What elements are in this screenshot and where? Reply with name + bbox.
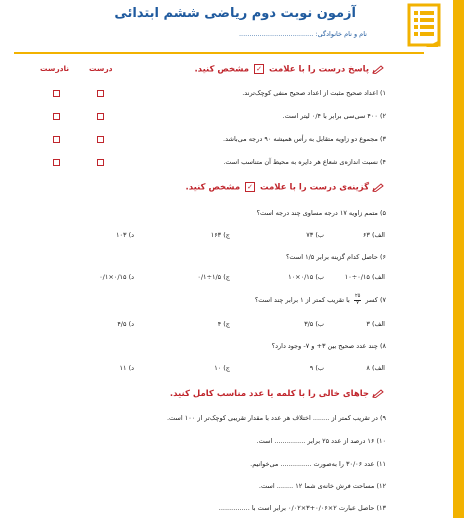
answer-box-incorrect-2[interactable] (53, 113, 60, 120)
column-incorrect: نادرست (40, 64, 70, 73)
checkbox-check-icon: ✓ (245, 182, 255, 192)
mc-5-option-b[interactable]: ب) ۷۳ (306, 231, 324, 239)
mc-question-6: ۶) حاصل کدام گزینه برابر ۱/۵ است؟ (285, 253, 386, 261)
fill-question-13: ۱۳) حاصل عبارت ۲×۰/۰۶+۳×۰/۰۲ برابر است با ............... (218, 504, 386, 512)
mc-6-option-a[interactable]: الف) ۰/۱۵÷۱۰ (344, 273, 385, 281)
side-stripe (453, 0, 464, 518)
section-true-false-title (194, 64, 384, 75)
document-logo-icon (404, 3, 444, 49)
mc-question-7 (255, 294, 386, 306)
name-label: نام و نام خانوادگی: (315, 30, 367, 38)
fraction (354, 294, 361, 306)
checkbox-check-icon: ✓ (254, 64, 264, 74)
mc-8-option-b[interactable]: ب) ۹ (309, 364, 324, 372)
mc-5-option-c[interactable]: ج) ۱۶۳ (210, 231, 230, 239)
pen-icon (372, 389, 384, 398)
mc-5-option-a[interactable]: الف) ۶۳ (362, 231, 385, 239)
mc-7-text-end: با تقریب کمتر از ۱ برابر چند است؟ (254, 296, 350, 304)
mc-6-option-d[interactable]: د) ۰/۱۵×۰/۱ (99, 273, 134, 281)
tf-question-2: ۲) ۴۰۰ سی‌سی برابر با ۰/۴ لیتر است. (282, 112, 386, 120)
mc-7-option-d[interactable]: د) ۴/۵ (117, 320, 134, 328)
section-1-label: پاسخ درست را با علامت (269, 64, 370, 75)
mc-7-text-start: ۷) کسر (365, 296, 386, 304)
section-2-suffix: مشخص کنید. (185, 182, 241, 193)
header-divider (14, 52, 424, 54)
answer-box-incorrect-1[interactable] (53, 90, 60, 97)
mc-question-8: ۸) چند عدد صحیح بین ۳+ و ۷- وجود دارد؟ (271, 342, 386, 350)
section-fill-blanks-title (170, 389, 384, 399)
answer-box-correct-3[interactable] (97, 136, 104, 143)
tf-question-3: ۳) مجموع دو زاویه متقابل به رأس همیشه ۹۰ درجه می‌باشد. (223, 135, 386, 143)
exam-title: آزمون نوبت دوم ریاضی ششم ابتدائی (114, 6, 356, 21)
mc-5-option-d[interactable]: د) ۱۰۳ (116, 231, 134, 239)
answer-box-correct-4[interactable] (97, 159, 104, 166)
fill-question-9: ۹) در تقریب کمتر از ........ اختلاف هر عدد با مقدار تقریبی کوچک‌تر از ۱۰۰ است. (166, 414, 386, 422)
fraction-numerator: ۲۵ (354, 293, 361, 299)
tf-question-4: ۴) نسبت اندازه‌ی شعاع هر دایره به محیط آن متناسب است. (223, 158, 386, 166)
answer-box-correct-1[interactable] (97, 90, 104, 97)
name-dots: .................................... (238, 30, 314, 38)
section-3-label: جاهای خالی را با کلمه یا عدد مناسب کامل کنید. (169, 389, 370, 399)
mc-8-option-d[interactable]: د) ۱۱ (119, 364, 134, 372)
pen-icon (372, 183, 384, 192)
mc-7-option-c[interactable]: ج) ۴ (217, 320, 230, 328)
mc-6-option-c[interactable]: ج) ۱/۵÷۰/۱ (197, 273, 230, 281)
pen-icon (372, 65, 384, 74)
tf-question-1: ۱) اعداد صحیح مثبت از اعداد صحیح منفی کوچک‌ترند. (242, 89, 386, 97)
mc-8-option-a[interactable]: الف) ۸ (366, 364, 385, 372)
mc-question-5: ۵) متمم زاویه ۱۷ درجه مساوی چند درجه است؟ (256, 209, 386, 217)
mc-8-option-c[interactable]: ج) ۱۰ (214, 364, 230, 372)
answer-box-incorrect-3[interactable] (53, 136, 60, 143)
mc-7-option-b[interactable]: ب) ۳/۵ (304, 320, 324, 328)
mc-6-option-b[interactable]: ب) ۰/۱۵×۱۰ (288, 273, 324, 281)
section-1-suffix: مشخص کنید. (194, 64, 250, 75)
student-name-line (239, 30, 367, 38)
fraction-denominator: ۷ (356, 299, 359, 306)
fill-question-12: ۱۲) مساحت فرش خانه‌ی شما ۱۲ ........ است. (258, 482, 386, 490)
section-2-label: گزینه‌ی درست را با علامت (260, 182, 370, 193)
mc-7-option-a[interactable]: الف) ۳ (366, 320, 385, 328)
answer-box-correct-2[interactable] (97, 113, 104, 120)
column-correct: درست (89, 64, 113, 73)
fill-question-10: ۱۰) ۱۶ درصد از عدد ۲۵ برابر ............... است. (256, 437, 386, 445)
fill-question-11: ۱۱) عدد ۳۰/۰۶ را به‌صورت ............... می‌خوانیم. (250, 460, 386, 468)
answer-box-incorrect-4[interactable] (53, 159, 60, 166)
section-multiple-choice-title (185, 182, 384, 193)
